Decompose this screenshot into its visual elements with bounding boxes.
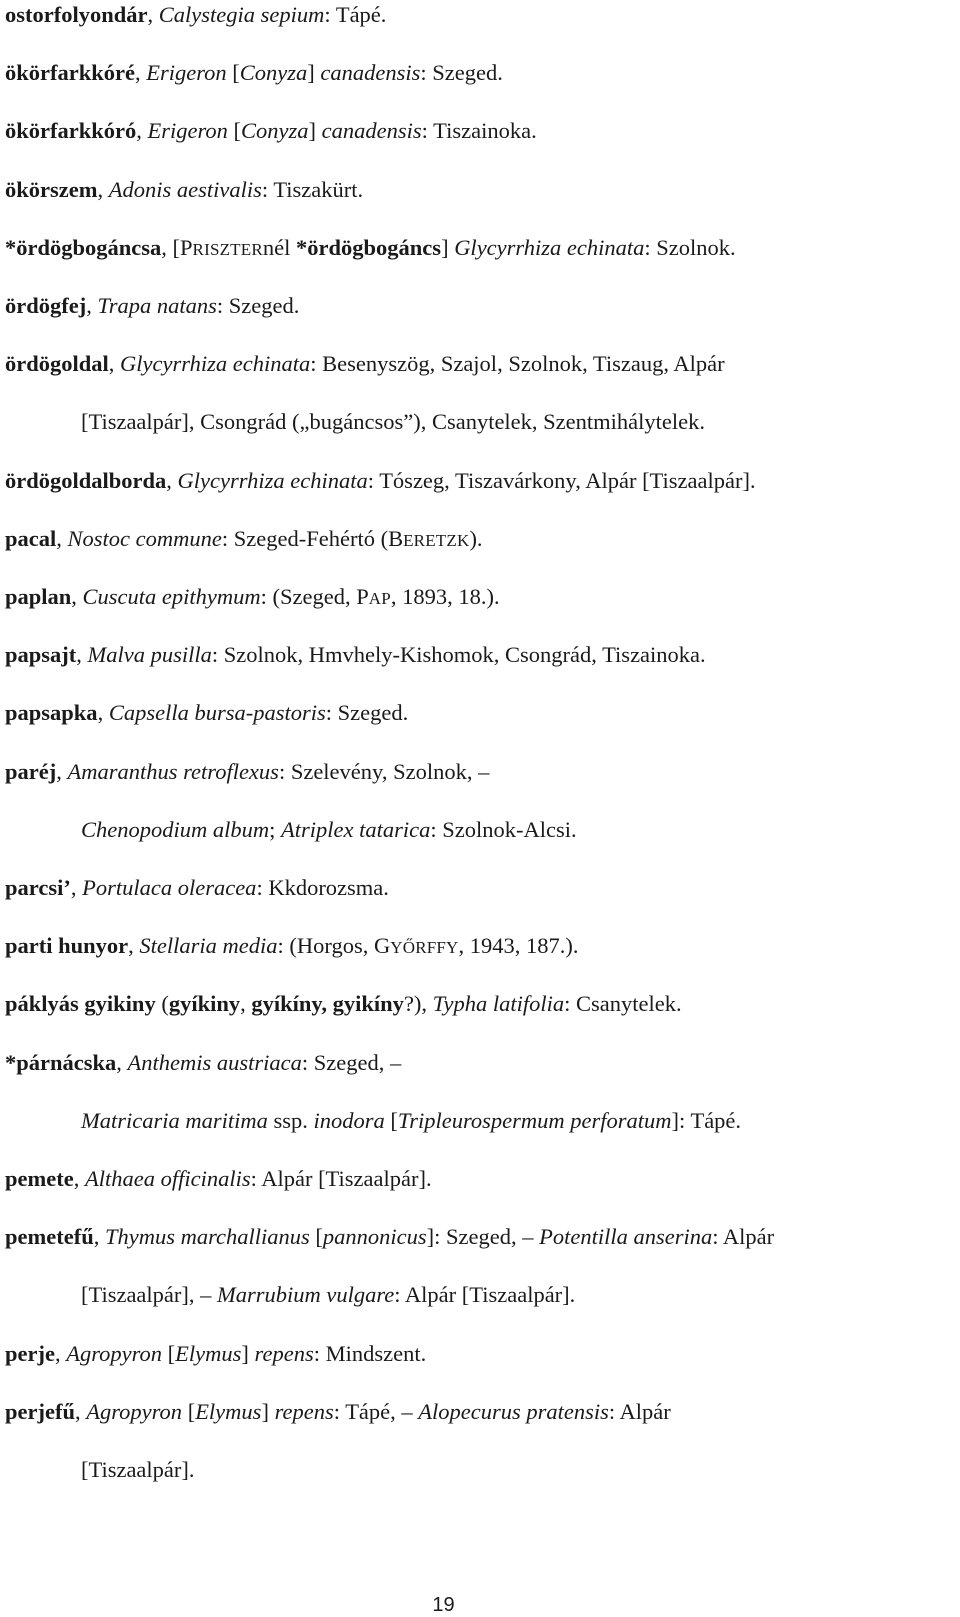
- latin-name: Tripleurospermum perforatum: [397, 1107, 672, 1133]
- latin-name: Elymus: [195, 1398, 262, 1424]
- latin-name: Conyza: [239, 60, 308, 86]
- latin-name: Marrubium vulgare: [217, 1282, 395, 1308]
- entry-text: ,: [93, 1224, 105, 1250]
- latin-name: Matricaria maritima: [81, 1107, 268, 1133]
- entry-line: [5, 466, 756, 496]
- entry-text: ,: [116, 1049, 128, 1075]
- entry-line: [5, 349, 725, 379]
- entry-text: ,: [76, 642, 88, 668]
- entry-text: : Szeged.: [420, 60, 503, 86]
- entry-line: [5, 58, 503, 88]
- latin-name: Nostoc commune: [67, 525, 222, 551]
- entry-text: : Besenyszög, Szajol, Szolnok, Tiszaug, Alpár: [310, 351, 725, 377]
- latin-name: Capsella bursa-pastoris: [108, 700, 326, 726]
- latin-name: Glycyrrhiza echinata: [177, 467, 368, 493]
- entry-text: : Szolnok, Hmvhely-Kishomok, Csongrád, Tiszainoka.: [211, 642, 706, 668]
- page-number: 19: [432, 1594, 455, 1616]
- entry-text: : (Horgos, G: [277, 933, 391, 959]
- entry-text: : Mindszent.: [313, 1340, 427, 1366]
- latin-name: canadensis: [320, 60, 421, 86]
- headword: papsajt: [5, 642, 77, 668]
- entry-text: ,: [97, 176, 109, 202]
- entry-text: [Tiszaalpár].: [81, 1457, 195, 1482]
- latin-name: Adonis aestivalis: [108, 176, 262, 202]
- entry-text: [: [309, 1224, 323, 1250]
- entry-text: ,: [56, 758, 68, 784]
- entry-line: [5, 175, 363, 205]
- entry-text: ]: Szeged, –: [426, 1224, 540, 1250]
- latin-name: Cuscuta epithymum: [82, 584, 261, 609]
- entry-text: : Tószeg, Tiszavárkony, Alpár [Tiszaalpár].: [367, 467, 756, 493]
- entry-text: (: [155, 991, 169, 1017]
- entry-text: ,: [166, 467, 178, 493]
- entry-text: RISZTER: [192, 239, 263, 259]
- entry-text: : Szolnok.: [644, 234, 736, 260]
- headword: perje: [5, 1340, 55, 1366]
- entry-text: [: [226, 60, 240, 86]
- latin-name: Althaea officinalis: [84, 1166, 251, 1191]
- headword: paréj: [5, 758, 57, 784]
- entry-text: ,: [240, 991, 252, 1017]
- entry-line: [5, 524, 483, 556]
- headword: *ördögbogáncsa: [5, 234, 162, 260]
- headword: pacal: [5, 525, 57, 551]
- entry-line: [5, 1164, 432, 1194]
- entry-text: : Alpár: [712, 1224, 775, 1250]
- entry-text: ,: [97, 700, 109, 726]
- entry-text: : Alpár: [608, 1398, 671, 1424]
- entry-line: [5, 0, 386, 30]
- latin-name: Anthemis austriaca: [127, 1049, 302, 1075]
- latin-name: Erigeron: [147, 118, 228, 144]
- entry-text: YŐRFFY: [390, 938, 459, 958]
- latin-name: Amaranthus retroflexus: [67, 758, 279, 784]
- entry-text: ?),: [403, 991, 433, 1017]
- latin-name: Calystegia sepium: [158, 2, 325, 27]
- entry-continuation-line: [81, 815, 577, 845]
- latin-name: Agropyron: [86, 1398, 183, 1424]
- latin-name: inodora: [313, 1107, 385, 1133]
- entry-text: ,: [147, 2, 159, 27]
- entry-text: : Csanytelek.: [564, 991, 682, 1017]
- entry-text: : Szelevény, Szolnok, –: [278, 758, 490, 784]
- headword: ördögoldal: [5, 351, 109, 377]
- entry-text: [Tiszaalpár], –: [81, 1282, 218, 1308]
- entry-line: [5, 1339, 426, 1369]
- entry-text: : Szeged.: [325, 700, 409, 726]
- latin-name: repens: [274, 1398, 334, 1424]
- entry-text: ,: [54, 1340, 67, 1366]
- entry-text: : Alpár [Tiszaalpár].: [394, 1282, 576, 1308]
- headword: paplan: [5, 584, 72, 609]
- entry-text: : Szolnok-Alcsi.: [430, 816, 577, 842]
- latin-name: repens: [254, 1340, 314, 1366]
- entry-text: ,: [73, 1166, 85, 1191]
- entry-text: : (Szeged, P: [260, 584, 369, 609]
- entry-text: [: [162, 1340, 176, 1366]
- entry-text: ,: [128, 933, 140, 959]
- entry-line: [5, 989, 682, 1019]
- latin-name: canadensis: [321, 118, 422, 144]
- entry-text: [: [227, 118, 242, 144]
- entry-line: [5, 1222, 774, 1252]
- entry-text: ,: [86, 293, 98, 318]
- latin-name: Typha latifolia: [432, 991, 565, 1017]
- entry-text: ]: Tápé.: [671, 1107, 742, 1133]
- latin-name: Elymus: [175, 1340, 242, 1366]
- entry-text: ]: [441, 234, 455, 260]
- headword: perjefű: [5, 1398, 75, 1424]
- entry-text: ,: [70, 875, 83, 900]
- headword: pemetefű: [5, 1224, 94, 1250]
- entry-text: : Szeged.: [216, 293, 300, 318]
- headword: ostorfolyondár: [5, 2, 148, 27]
- entry-line: [5, 873, 389, 903]
- headword: ökörfarkkóró: [5, 118, 137, 144]
- entry-text: , [P: [161, 234, 193, 260]
- headword: pemete: [5, 1166, 74, 1191]
- entry-text: ).: [469, 525, 483, 551]
- entry-text: ,: [74, 1398, 87, 1424]
- entry-text: : Kkdorozsma.: [256, 875, 389, 900]
- headword: gyíkiny: [168, 991, 241, 1017]
- entry-text: [: [182, 1398, 196, 1424]
- entry-text: AP: [368, 589, 391, 608]
- entry-text: ]: [308, 118, 322, 144]
- latin-name: Malva pusilla: [87, 642, 212, 668]
- entry-line: [5, 582, 500, 614]
- headword: ördögoldalborda: [5, 467, 167, 493]
- entry-text: [: [384, 1107, 398, 1133]
- latin-name: Atriplex tatarica: [281, 816, 431, 842]
- entry-text: : Tiszakürt.: [261, 176, 364, 202]
- entry-line: [5, 116, 537, 146]
- headword: parcsi’: [5, 875, 71, 900]
- entry-text: ,: [134, 60, 147, 86]
- entry-continuation-line: [81, 407, 705, 437]
- entry-text: ]: [307, 60, 321, 86]
- latin-name: Conyza: [241, 118, 309, 144]
- headword: ördögfej: [5, 293, 87, 318]
- entry-text: [Tiszaalpár], Csongrád („bugáncsos”), Csanytelek, Szentmihálytelek.: [81, 409, 706, 435]
- entry-text: : Alpár [Tiszaalpár].: [250, 1166, 432, 1191]
- latin-name: Portulaca oleracea: [82, 875, 257, 900]
- entry-text: : Szeged-Fehértó (B: [221, 525, 404, 551]
- entry-text: ,: [71, 584, 83, 609]
- entry-text: ,: [136, 118, 148, 144]
- entry-line: [5, 931, 579, 963]
- headword: gyíkíny, gyikíny: [251, 991, 404, 1017]
- entry-text: ssp.: [267, 1107, 314, 1133]
- entry-text: , 1943, 187.).: [458, 933, 579, 959]
- entry-line: [5, 1397, 671, 1427]
- latin-name: Agropyron: [66, 1340, 163, 1366]
- headword: *ördögbogáncs: [296, 234, 442, 260]
- headword: páklyás gyikiny: [5, 991, 156, 1017]
- headword: parti hunyor: [5, 933, 129, 959]
- latin-name: Alopecurus pratensis: [418, 1398, 609, 1424]
- entry-text: , 1893, 18.).: [390, 584, 500, 609]
- entry-line: [5, 640, 706, 670]
- latin-name: Erigeron: [146, 60, 227, 86]
- latin-name: Potentilla anserina: [539, 1224, 713, 1250]
- entry-text: : Tápé, –: [333, 1398, 419, 1424]
- entry-text: ]: [241, 1340, 255, 1366]
- headword: papsapka: [5, 700, 98, 726]
- entry-text: : Tápé.: [324, 2, 387, 27]
- entry-line: [5, 233, 736, 265]
- entry-continuation-line: [81, 1106, 741, 1136]
- entry-text: ,: [108, 351, 121, 377]
- latin-name: Thymus marchallianus: [104, 1224, 310, 1250]
- entry-text: ,: [56, 525, 68, 551]
- entry-text: nél: [262, 234, 297, 260]
- latin-name: Chenopodium album: [81, 816, 270, 842]
- latin-name: Stellaria media: [139, 933, 278, 959]
- entry-text: ERETZK: [403, 530, 470, 550]
- headword: ökörszem: [5, 176, 98, 202]
- entry-line: [5, 757, 489, 787]
- entry-text: : Szeged, –: [301, 1049, 402, 1075]
- entry-continuation-line: [81, 1280, 575, 1310]
- entry-text: : Tiszainoka.: [421, 118, 537, 144]
- latin-name: Glycyrrhiza echinata: [120, 351, 311, 377]
- headword: ökörfarkkóré: [5, 60, 135, 86]
- latin-name: Glycyrrhiza echinata: [454, 234, 645, 260]
- headword: *párnácska: [5, 1049, 117, 1075]
- latin-name: pannonicus: [322, 1224, 427, 1250]
- entry-line: [5, 1048, 401, 1078]
- entry-line: [5, 698, 408, 728]
- entry-text: ;: [269, 816, 282, 842]
- latin-name: Trapa natans: [97, 293, 217, 318]
- entry-continuation-line: [81, 1455, 195, 1485]
- entry-line: [5, 291, 299, 321]
- entry-text: ]: [261, 1398, 275, 1424]
